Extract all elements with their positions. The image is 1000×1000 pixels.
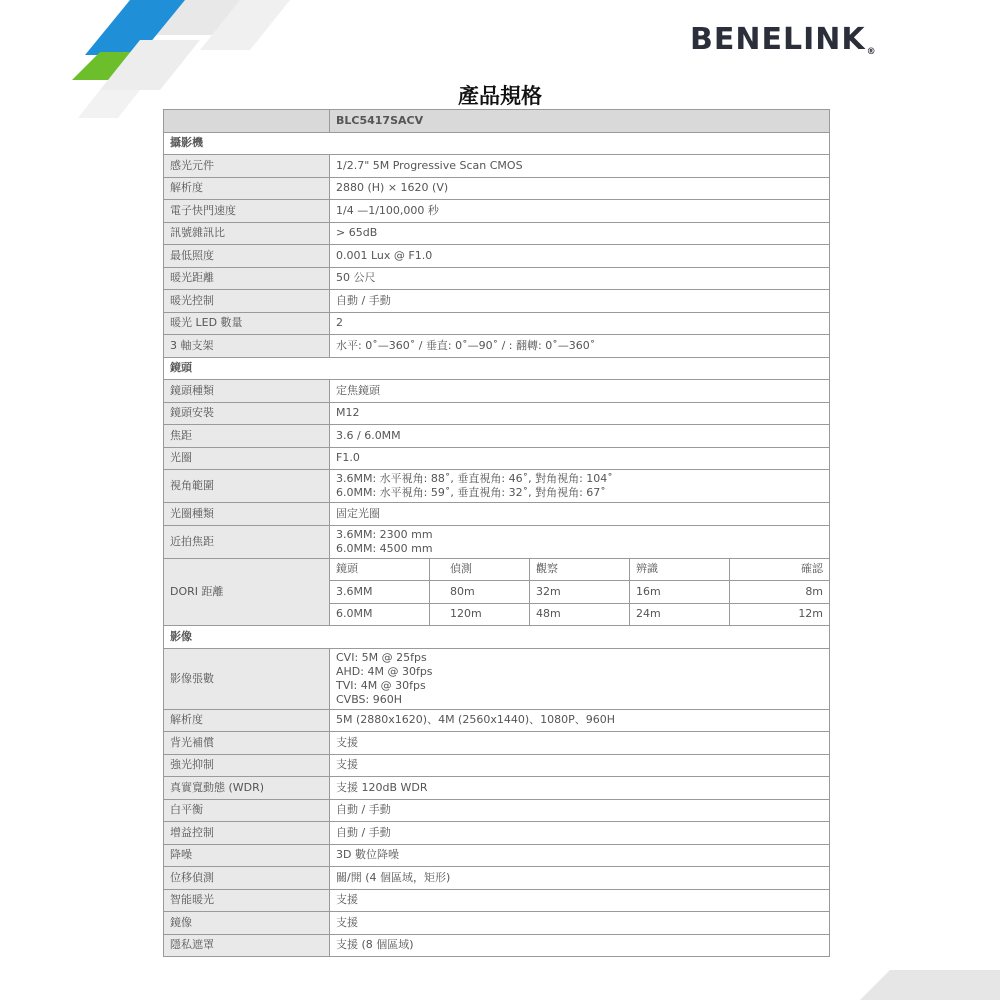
spec-label: 解析度 <box>164 177 330 200</box>
spec-value: 5M (2880x1620)、4M (2560x1440)、1080P、960H <box>330 709 830 732</box>
spec-label: 真實寬動態 (WDR) <box>164 777 330 800</box>
section-row <box>164 357 830 380</box>
spec-value: 固定光圈 <box>330 503 830 526</box>
section-row <box>164 626 830 649</box>
spec-label: 增益控制 <box>164 822 330 845</box>
spec-label: 鏡像 <box>164 912 330 935</box>
spec-value: 支援 <box>330 889 830 912</box>
spec-label: 暖光距離 <box>164 267 330 290</box>
spec-label: 背光補償 <box>164 732 330 755</box>
spec-row <box>164 200 830 223</box>
dori-cell: 24m <box>630 603 730 626</box>
spec-label: 光圈 <box>164 447 330 470</box>
spec-value: 1/2.7" 5M Progressive Scan CMOS <box>330 155 830 178</box>
spec-value-line: 6.0MM: 水平視角: 59˚, 垂直視角: 32˚, 對角視角: 67˚ <box>336 486 606 499</box>
spec-value: 支援 <box>330 732 830 755</box>
spec-row <box>164 799 830 822</box>
spec-label: 3 軸支架 <box>164 335 330 358</box>
model-name: BLC5417SACV <box>330 110 830 133</box>
spec-value: 支援 <box>330 912 830 935</box>
dori-header-cell: 偵測 <box>430 558 530 581</box>
spec-row <box>164 889 830 912</box>
spec-row <box>164 912 830 935</box>
header-blank <box>164 110 330 133</box>
spec-value <box>330 470 830 503</box>
spec-value-line: TVI: 4M @ 30fps <box>336 678 426 692</box>
dori-cell: 6.0MM <box>330 603 430 626</box>
spec-row <box>164 177 830 200</box>
spec-label: 最低照度 <box>164 245 330 268</box>
brand-logo: BENELINK® <box>690 22 877 57</box>
spec-label: 解析度 <box>164 709 330 732</box>
dori-header-row <box>164 558 830 581</box>
spec-row <box>164 222 830 245</box>
spec-value: 自動 / 手動 <box>330 290 830 313</box>
model-header-row <box>164 110 830 133</box>
spec-value: 自動 / 手動 <box>330 799 830 822</box>
spec-label: 強光抑制 <box>164 754 330 777</box>
dori-label: DORI 距離 <box>164 558 330 626</box>
spec-row <box>164 402 830 425</box>
spec-value: 50 公尺 <box>330 267 830 290</box>
page-title: 產品規格 <box>458 84 542 108</box>
spec-row <box>164 844 830 867</box>
corner-decoration-bottom <box>800 960 1000 1000</box>
dori-header-cell: 辨識 <box>630 558 730 581</box>
dori-cell: 3.6MM <box>330 581 430 604</box>
dori-cell: 16m <box>630 581 730 604</box>
section-title: 影像 <box>164 626 830 649</box>
spec-label: 位移偵測 <box>164 867 330 890</box>
spec-label: 智能暖光 <box>164 889 330 912</box>
spec-row <box>164 335 830 358</box>
spec-row <box>164 245 830 268</box>
spec-row <box>164 425 830 448</box>
spec-value: 水平: 0˚—360˚ / 垂直: 0˚—90˚ / : 翻轉: 0˚—360˚ <box>330 335 830 358</box>
spec-label: 訊號雜訊比 <box>164 222 330 245</box>
section-title: 攝影機 <box>164 132 830 155</box>
spec-value: 2 <box>330 312 830 335</box>
spec-row <box>164 732 830 755</box>
dori-cell: 48m <box>530 603 630 626</box>
spec-value: 支援 120dB WDR <box>330 777 830 800</box>
spec-row <box>164 447 830 470</box>
spec-row <box>164 380 830 403</box>
spec-label: 鏡頭種類 <box>164 380 330 403</box>
spec-row <box>164 470 830 503</box>
spec-row <box>164 648 830 709</box>
spec-value-line: 3.6MM: 2300 mm <box>336 527 433 541</box>
spec-value <box>330 525 830 558</box>
spec-row <box>164 267 830 290</box>
spec-row <box>164 709 830 732</box>
section-row <box>164 132 830 155</box>
dori-header-cell: 確認 <box>730 558 830 581</box>
dori-cell: 8m <box>730 581 830 604</box>
spec-label: 白平衡 <box>164 799 330 822</box>
spec-value-line: AHD: 4M @ 30fps <box>336 664 433 678</box>
spec-table <box>163 109 830 957</box>
spec-label: 電子快門速度 <box>164 200 330 223</box>
spec-value <box>330 648 830 709</box>
spec-row <box>164 934 830 957</box>
spec-row <box>164 525 830 558</box>
spec-label: 焦距 <box>164 425 330 448</box>
spec-label: 視角範圍 <box>164 470 330 503</box>
dori-cell: 120m <box>430 603 530 626</box>
spec-value: 定焦鏡頭 <box>330 380 830 403</box>
spec-value-line: 6.0MM: 4500 mm <box>336 541 433 555</box>
dori-header-cell: 鏡頭 <box>330 558 430 581</box>
spec-value: 支援 <box>330 754 830 777</box>
dori-cell: 32m <box>530 581 630 604</box>
spec-label: 暖光控制 <box>164 290 330 313</box>
spec-label: 光圈種類 <box>164 503 330 526</box>
spec-label: 影像張數 <box>164 648 330 709</box>
spec-label: 隱私遮罩 <box>164 934 330 957</box>
spec-value-line: CVBS: 960H <box>336 692 403 706</box>
spec-label: 鏡頭安裝 <box>164 402 330 425</box>
section-title: 鏡頭 <box>164 357 830 380</box>
spec-label: 降噪 <box>164 844 330 867</box>
spec-label: 近拍焦距 <box>164 525 330 558</box>
spec-row <box>164 290 830 313</box>
spec-row <box>164 155 830 178</box>
spec-row <box>164 867 830 890</box>
spec-value: 3D 數位降噪 <box>330 844 830 867</box>
spec-row <box>164 777 830 800</box>
spec-row <box>164 312 830 335</box>
spec-value: 1/4 —1/100,000 秒 <box>330 200 830 223</box>
spec-label: 感光元件 <box>164 155 330 178</box>
dori-cell: 12m <box>730 603 830 626</box>
spec-value: F1.0 <box>330 447 830 470</box>
dori-header-cell: 觀察 <box>530 558 630 581</box>
spec-value-line: CVI: 5M @ 25fps <box>336 650 427 664</box>
spec-row <box>164 822 830 845</box>
spec-row <box>164 503 830 526</box>
spec-value: 0.001 Lux @ F1.0 <box>330 245 830 268</box>
spec-value: > 65dB <box>330 222 830 245</box>
spec-value-line: 3.6MM: 水平視角: 88˚, 垂直視角: 46˚, 對角視角: 104˚ <box>336 472 613 485</box>
spec-label: 暖光 LED 數量 <box>164 312 330 335</box>
spec-value: 關/開 (4 個區域，矩形) <box>330 867 830 890</box>
spec-row <box>164 754 830 777</box>
dori-cell: 80m <box>430 581 530 604</box>
spec-value: M12 <box>330 402 830 425</box>
spec-value: 2880 (H) × 1620 (V) <box>330 177 830 200</box>
spec-value: 自動 / 手動 <box>330 822 830 845</box>
spec-value: 支援 (8 個區域) <box>330 934 830 957</box>
spec-value: 3.6 / 6.0MM <box>330 425 830 448</box>
